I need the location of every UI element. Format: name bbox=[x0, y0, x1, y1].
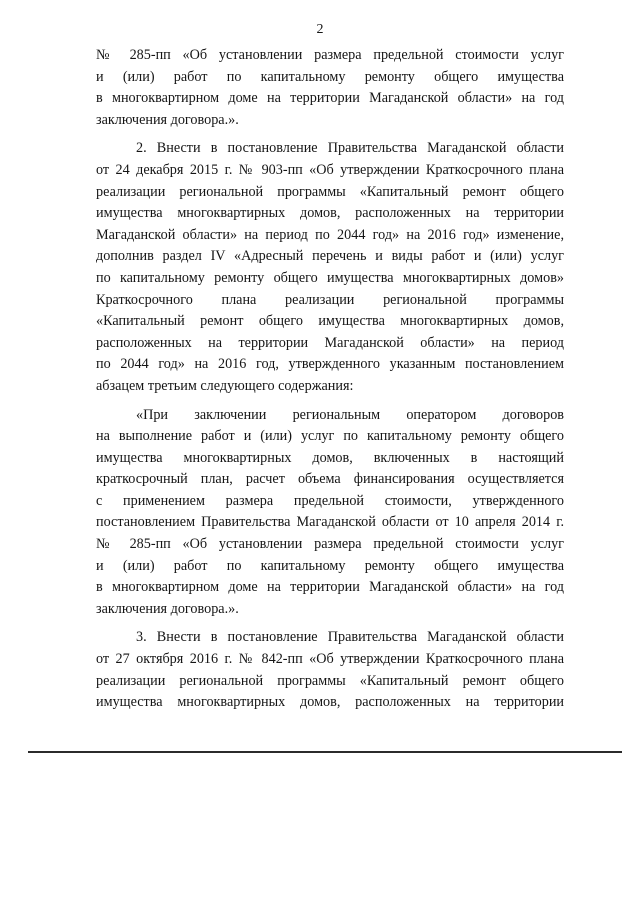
paragraph-item-3 bbox=[96, 627, 564, 713]
text-line: № 285-пп «Об установлении размера предельной стоимости услуг bbox=[96, 47, 564, 63]
page-number: 2 bbox=[316, 22, 324, 37]
text-line: 2. Внести в постановление Правительства Магаданской области bbox=[136, 140, 564, 157]
text-line: от 27 октября 2016 г. № 842-пп «Об утверждении Краткосрочного плана bbox=[96, 651, 564, 668]
text-line: по 2044 год» на 2016 год, утвержденного указанным постановлением bbox=[96, 356, 564, 373]
text-line: реализации региональной программы «Капитальный ремонт общего bbox=[96, 672, 564, 689]
text-line: имущества многоквартирных домов, включенных в настоящий bbox=[96, 449, 564, 466]
text-line: по капитальному ремонту общего имущества многоквартирных домов» bbox=[96, 269, 564, 286]
text-line: расположенных на территории Магаданской области» на период bbox=[96, 334, 564, 351]
paragraph-quoted-text bbox=[96, 405, 564, 621]
paragraph-item-2 bbox=[96, 138, 564, 397]
text-line: Магаданской области» на период по 2044 год» на 2016 год» изменение, bbox=[96, 226, 564, 243]
page-divider-line bbox=[28, 751, 622, 753]
text-line: в многоквартирном доме на территории Магаданской области» на год bbox=[96, 90, 564, 107]
text-line: заключения договора.». bbox=[96, 600, 239, 617]
text-line: на выполнение работ и (или) услуг по капитальному ремонту общего bbox=[96, 428, 564, 445]
text-line: имущества многоквартирных домов, расположенных на территории bbox=[96, 694, 564, 711]
text-line: и (или) работ по капитальному ремонту общего имущества bbox=[96, 68, 564, 85]
text-line: постановлением Правительства Магаданской области от 10 апреля 2014 г. bbox=[96, 514, 564, 531]
text-line: имущества многоквартирных домов, расположенных на территории bbox=[96, 205, 564, 222]
text-line: в многоквартирном доме на территории Магаданской области» на год bbox=[96, 579, 564, 596]
text-line: абзацем третьим следующего содержания: bbox=[96, 377, 354, 394]
text-line: «При заключении региональным оператором договоров bbox=[136, 406, 564, 423]
text-line: дополнив раздел IV «Адресный перечень и виды работ и (или) услуг bbox=[96, 248, 564, 265]
document-body bbox=[96, 45, 564, 714]
text-line: № 285-пп «Об установлении размера предельной стоимости услуг bbox=[96, 536, 564, 553]
text-line: «Капитальный ремонт общего имущества многоквартирных домов, bbox=[96, 313, 564, 330]
text-line: с применением размера предельной стоимости, утвержденного bbox=[96, 492, 564, 509]
text-line: заключения договора.». bbox=[96, 111, 239, 128]
text-line: от 24 декабря 2015 г. № 903-пп «Об утверждении Краткосрочного плана bbox=[96, 161, 564, 178]
text-line: реализации региональной программы «Капитальный ремонт общего bbox=[96, 183, 564, 200]
text-line: Краткосрочного плана реализации региональной программы bbox=[96, 291, 564, 308]
text-line: 3. Внести в постановление Правительства Магаданской области bbox=[136, 629, 564, 646]
text-line: краткосрочный план, расчет объема финансирования осуществляется bbox=[96, 471, 564, 488]
paragraph-continuation bbox=[96, 45, 564, 131]
text-line: и (или) работ по капитальному ремонту общего имущества bbox=[96, 557, 564, 574]
